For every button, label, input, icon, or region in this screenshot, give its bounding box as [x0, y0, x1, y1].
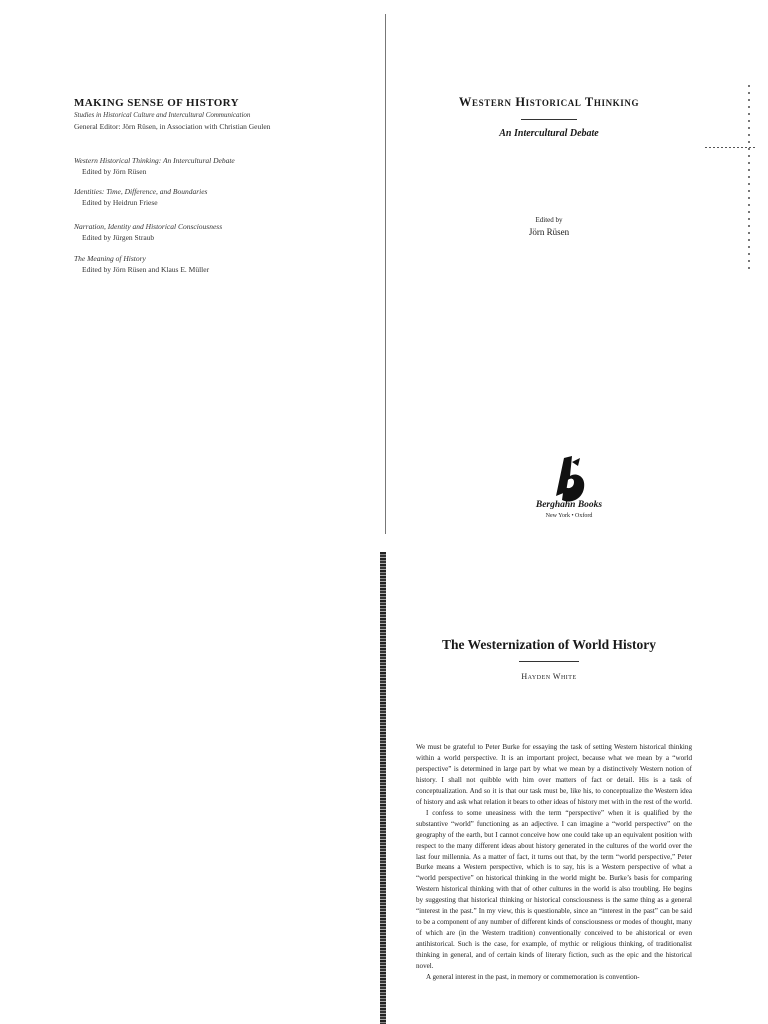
- series-book-editor: Edited by Jörn Rüsen and Klaus E. Müller: [82, 265, 210, 274]
- edited-by-label: Edited by: [535, 216, 563, 224]
- series-subtitle: Studies in Historical Culture and Intercultural Communication: [74, 111, 251, 119]
- page-gutter-shadow: [380, 552, 386, 1024]
- series-book-title: Narration, Identity and Historical Consciousness: [74, 222, 223, 231]
- series-book-1: [74, 155, 235, 177]
- series-book-editor: Edited by Heidrun Friese: [82, 198, 158, 207]
- series-book-editor: Edited by Jörn Rüsen: [82, 167, 147, 176]
- page-gutter-line: [385, 14, 386, 534]
- series-book-editor: Edited by Jürgen Straub: [82, 233, 155, 242]
- chapter-body: [416, 742, 692, 983]
- body-paragraph: We must be grateful to Peter Burke for essaying the task of setting Western historical thinking within a world perspective. It is an important project, because what we mean by a “world perspective” is determined in large part by what we mean by a distinctively Western notion of history. I shall not quibble with him over matters of fact or detail. His is a task of conceptualization. And so it is that our task must be, like his, to conceptualize the Western idea of history and ask what relation it bears to other ideas of history met with in the rest of the world.: [416, 743, 693, 806]
- series-book-3: [74, 221, 222, 243]
- body-paragraph: I confess to some uneasiness with the term “perspective” when it is qualified by the substantive “world” functioning as an adjective. I can imagine a “world perspective” on the geography of the earth, but I cannot conceive how one could take up an equivalent position with respect to the many different ideas about history generated in the cultures of the world over the last four millennia. As a matter of fact, it turns out that, by the term “world perspective,” Peter Burke means a Western perspective, which is to say, his is a Western perspective of what a “world perspective” on historical thinking in the world might be. Burke’s basis for comparing Western historical thinking with that of other cultures in the world is also troubling. He begins by suggesting that historical thinking or historical consciousness is the same thing as a general “interest in the past.” In my view, this is questionable, since an “interest in the past” can be said to be a component of any number of different kinds of consciousness or modes of thought, many of which are (in the Western tradition) conventionally conceived to be ahistorical or even antihistorical. Such is the case, for example, of mythic or religious thinking, of traditionalist thinking in general, and of certain kinds of literary fiction, such as the epic and the historical novel.: [416, 808, 692, 971]
- chapter-rule: [519, 661, 579, 662]
- book-title: Western Historical Thinking: [458, 95, 640, 109]
- title-rule: [521, 119, 577, 120]
- series-book-title: The Meaning of History: [74, 254, 146, 263]
- body-paragraph: A general interest in the past, in memory or commemoration is convention-: [426, 973, 640, 982]
- series-book-4: [74, 253, 209, 275]
- chapter-title: The Westernization of World History: [442, 637, 656, 652]
- series-book-title: Western Historical Thinking: An Intercultural Debate: [74, 156, 235, 165]
- publisher-place: New York • Oxford: [545, 513, 593, 519]
- chapter-author: Hayden White: [521, 672, 577, 681]
- berghahn-logo-icon: [552, 456, 588, 504]
- series-general-editor: General Editor: Jörn Rüsen, in Association with Christian Geulen: [74, 122, 271, 131]
- publisher-name: Berghahn Books: [535, 500, 603, 510]
- page-edge-marks: [748, 85, 750, 270]
- series-book-title: Identities: Time, Difference, and Boundaries: [74, 187, 208, 196]
- page-edge-dots: [705, 147, 755, 148]
- book-editor: Jörn Rüsen: [528, 227, 570, 237]
- book-subtitle: An Intercultural Debate: [499, 128, 599, 139]
- series-book-2: [74, 186, 207, 208]
- series-title: MAKING SENSE OF HISTORY: [74, 97, 239, 109]
